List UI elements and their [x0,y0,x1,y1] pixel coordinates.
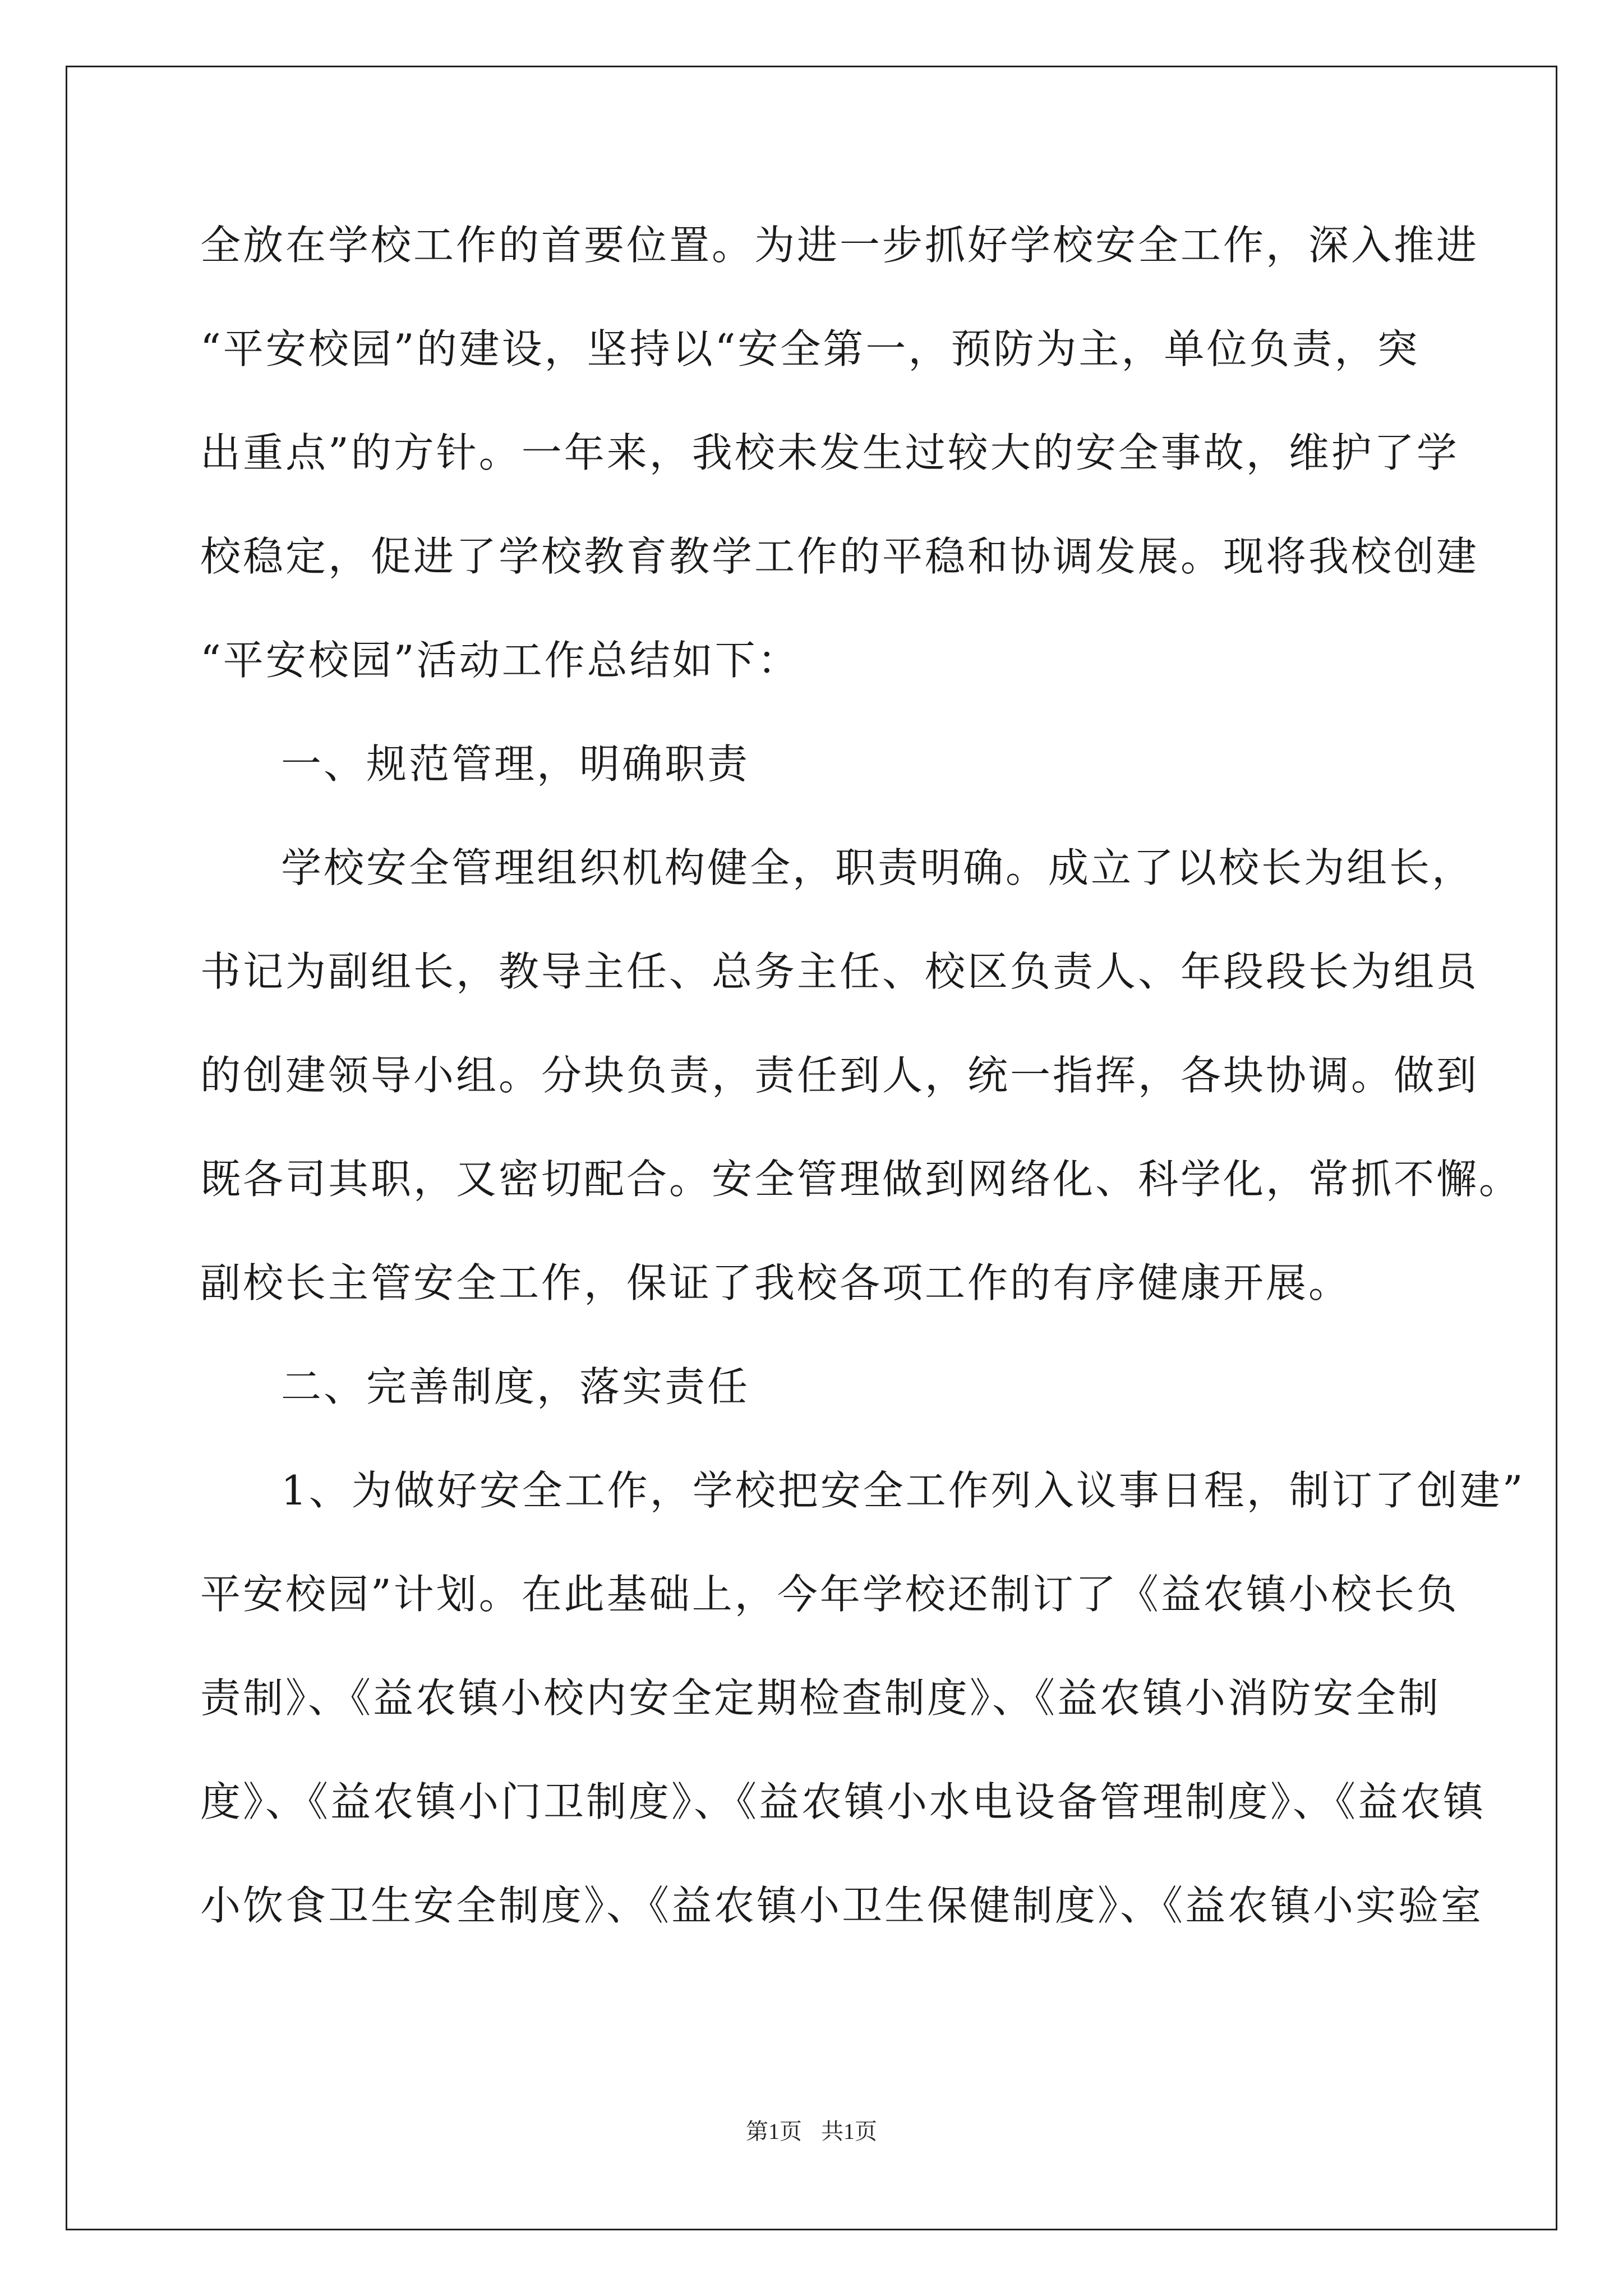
paragraph-line: 1、为做好安全工作，学校把安全工作列入议事日程，制订了创建” [281,1467,1525,1514]
paragraph-line: “平安校园”的建设，坚持以“安全第一，预防为主，单位负责，突 [200,325,1420,372]
page-total: 共1页 [821,2119,877,2144]
paragraph-line: 的创建领导小组。分块负责，责任到人，统一指挥，各块协调。做到 [200,1052,1479,1099]
section-heading: 二、完善制度，落实责任 [281,1363,750,1410]
paragraph-line: 度》、《益农镇小门卫制度》、《益农镇小水电设备管理制度》、《益农镇 [200,1778,1486,1825]
paragraph-line: 小饮食卫生安全制度》、《益农镇小卫生保健制度》、《益农镇小实验室 [200,1882,1484,1929]
paragraph-line: 平安校园”计划。在此基础上，今年学校还制订了《益农镇小校长负 [200,1571,1459,1618]
paragraph-line: 出重点”的方针。一年来，我校未发生过较大的安全事故，维护了学 [200,429,1459,476]
paragraph-line: 全放在学校工作的首要位置。为进一步抓好学校安全工作，深入推进 [200,222,1479,269]
paragraph-line: 学校安全管理组织机构健全，职责明确。成立了以校长为组长， [281,844,1475,891]
paragraph-line: 责制》、《益农镇小校内安全定期检查制度》、《益农镇小消防安全制 [200,1674,1441,1722]
section-heading: 一、规范管理，明确职责 [281,740,750,788]
page-number: 第1页 [746,2119,802,2144]
paragraph-line: 书记为副组长，教导主任、总务主任、校区负责人、年段段长为组员 [200,948,1479,995]
paragraph-line: 校稳定，促进了学校教育教学工作的平稳和协调发展。现将我校创建 [200,533,1479,580]
paragraph-line: 副校长主管安全工作，保证了我校各项工作的有序健康开展。 [200,1259,1352,1306]
paragraph-line: 既各司其职，又密切配合。安全管理做到网络化、科学化，常抓不懈。 [200,1156,1522,1203]
paragraph-line: “平安校园”活动工作总结如下： [200,637,800,684]
page-footer [0,2118,1623,2146]
